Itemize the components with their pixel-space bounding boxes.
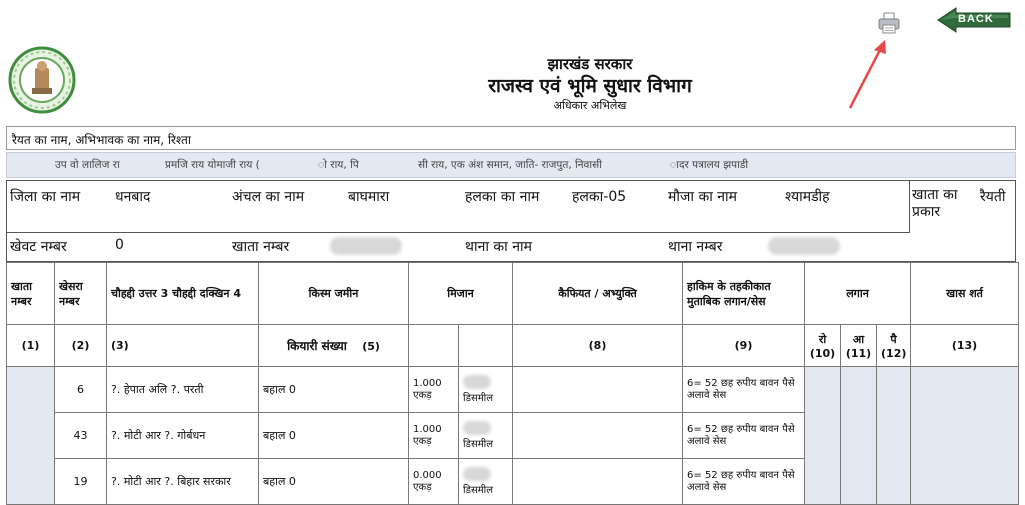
district-value: धनबाद (115, 189, 151, 205)
col-number: (8) (513, 325, 683, 367)
header-khesra-no: खेसरा नम्बर (55, 263, 107, 325)
unit-cell (459, 367, 513, 413)
district-label: जिला का नाम (10, 189, 81, 205)
col-number: (1) (7, 325, 55, 367)
kiyari-label: कियारी संख्या (287, 339, 347, 353)
thana-no-redacted (768, 237, 840, 255)
kaifiyat-cell (513, 367, 683, 413)
redacted-value (463, 375, 491, 389)
kism-cell: बहाल 0 (259, 367, 409, 413)
table-row (7, 367, 1019, 413)
khata-value-redacted (330, 237, 402, 255)
chauhaddi-cell: ?. हेपात अलि ?. परती (107, 367, 259, 413)
header-department-title: राजस्व एवं भूमि सुधार विभाग (488, 75, 692, 97)
khas-shart-cell (911, 367, 1019, 505)
header-lagan: लगान (805, 263, 911, 325)
thana-no-label: थाना नम्बर (668, 239, 723, 255)
lagan-paisa-cell (877, 367, 911, 505)
col-number-kiyari (259, 325, 409, 367)
annotation-arrow-icon (840, 36, 900, 116)
kaifiyat-cell (513, 413, 683, 459)
raiyat-value: प्रमजि राय योमाजी राय ( (165, 159, 260, 171)
info-divider (6, 232, 910, 233)
unit-label: डिसमील (463, 392, 494, 404)
header-chauhaddi: चौहद्दी उत्तर 3 चौहद्दी दक्खिन 4 (107, 263, 259, 325)
info-divider-vertical (909, 180, 910, 233)
header-state-title: झारखंड सरकार (547, 55, 633, 73)
header-kism-jamin: किस्म जमीन (259, 263, 409, 325)
khesra-cell: 43 (55, 413, 107, 459)
khesra-cell: 6 (55, 367, 107, 413)
col-number-empty (409, 325, 459, 367)
header-document-title: अधिकार अभिलेख (553, 99, 627, 112)
redacted-value (463, 421, 491, 435)
header-mijan: मिजान (409, 263, 513, 325)
printer-icon[interactable] (876, 10, 902, 36)
area-cell: 1.000 एकड़ (409, 367, 459, 413)
halka-label: हलका का नाम (465, 189, 540, 205)
area-cell: 0.000 एकड़ (409, 459, 459, 505)
khata-type-value: रैयती (980, 189, 1006, 205)
mauza-label: मौजा का नाम (668, 189, 738, 205)
circle-value: बाघमारा (348, 189, 390, 205)
table-header-row (7, 263, 1019, 325)
raiyat-value: ादर पत्रालय झपाडी (670, 159, 749, 171)
back-button[interactable] (936, 6, 1014, 34)
col-number: पै (12) (877, 325, 911, 367)
lagan-anna-cell (841, 367, 877, 505)
header-kaifiyat: कैफियत / अभ्युक्ति (513, 263, 683, 325)
land-record-table (6, 262, 1019, 505)
raiyat-label: रैयत का नाम, अभिभावक का नाम, रिश्ता (12, 133, 191, 147)
raiyat-value: सी राय, एक अंश समान, जाति- राजपुत, निवासी (418, 159, 602, 171)
unit-cell (459, 459, 513, 505)
unit-cell (459, 413, 513, 459)
header-khata-no: खाता नम्बर (7, 263, 55, 325)
khewat-value: 0 (115, 237, 124, 253)
circle-label: अंचल का नाम (232, 189, 305, 205)
khewat-label: खेवट नम्बर (10, 239, 67, 255)
raiyat-value: उप वो लालिज रा (55, 159, 120, 171)
hakim-cell: 6= 52 छह रुपीय बावन पैसे अलावे सेस (683, 367, 805, 413)
header-khas-shart: खास शर्त (911, 263, 1019, 325)
chauhaddi-cell: ?. मोटी आर ?. बिहार सरकार (107, 459, 259, 505)
raiyat-value: ो राय, पि (318, 159, 359, 171)
table-number-row (7, 325, 1019, 367)
hakim-cell: 6= 52 छह रुपीय बावन पैसे अलावे सेस (683, 413, 805, 459)
khata-no-cell (7, 367, 55, 505)
halka-value: हलका-05 (572, 189, 627, 205)
unit-label: डिसमील (463, 484, 494, 496)
kism-cell: बहाल 0 (259, 413, 409, 459)
khata-label: खाता नम्बर (232, 239, 290, 255)
col-number: (5) (362, 340, 380, 353)
col-number: (9) (683, 325, 805, 367)
col-number: (2) (55, 325, 107, 367)
hakim-cell: 6= 52 छह रुपीय बावन पैसे अलावे सेस (683, 459, 805, 505)
kaifiyat-cell (513, 459, 683, 505)
kism-cell: बहाल 0 (259, 459, 409, 505)
back-button-label: BACK (958, 13, 994, 25)
area-cell: 1.000 एकड़ (409, 413, 459, 459)
redacted-value (463, 467, 491, 481)
header-hakim: हाकिम के तहकीकात मुताबिक लगान/सेस (683, 263, 805, 325)
chauhaddi-cell: ?. मोटी आर ?. गोर्बधन (107, 413, 259, 459)
col-number: (13) (911, 325, 1019, 367)
thana-name-label: थाना का नाम (465, 239, 533, 255)
mauza-value: श्यामडीह (785, 189, 830, 205)
lagan-rupee-cell (805, 367, 841, 505)
col-number: आ (11) (841, 325, 877, 367)
khata-type-label: खाता का प्रकार (912, 187, 958, 220)
col-number-empty (459, 325, 513, 367)
col-number: (3) (107, 325, 259, 367)
col-number: रो (10) (805, 325, 841, 367)
khesra-cell: 19 (55, 459, 107, 505)
unit-label: डिसमील (463, 438, 494, 450)
